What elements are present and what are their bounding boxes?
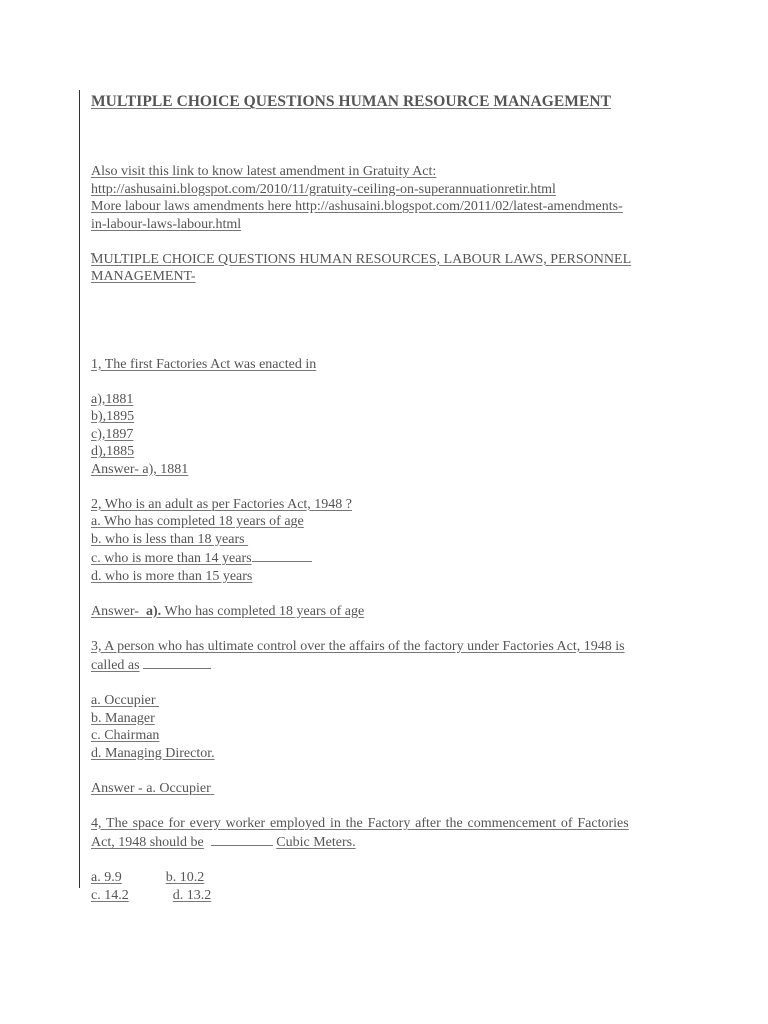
question-text-line-2: called as: [91, 658, 140, 673]
question-text-line-2a: Act, 1948 should be: [91, 835, 204, 850]
question-text-line-2b: Cubic Meters.: [276, 835, 356, 850]
options-row-2: [91, 887, 679, 905]
option-a: a. Who has completed 18 years of age: [91, 514, 304, 529]
question-text-line-1: 3, A person who has ultimate control over the affairs of the factory under Factories Act, 1948 is: [91, 638, 625, 654]
subtitle-line-1: MULTIPLE CHOICE QUESTIONS HUMAN RESOURCES, LABOUR LAWS, PERSONNEL: [91, 251, 632, 267]
question-blank: [211, 832, 273, 846]
options-row-1: [91, 869, 679, 887]
gratuity-link[interactable]: http://ashusaini.blogspot.com/2010/11/gratuity-ceiling-on-superannuationretir.html: [91, 181, 556, 197]
question-3: [91, 638, 679, 798]
left-margin-rule: [79, 90, 80, 888]
question-text: 2, Who is an adult as per Factories Act, 1948 ?: [91, 496, 353, 512]
intro-line-gratuity: Also visit this link to know latest amendment in Gratuity Act:: [91, 164, 437, 179]
question-blank: [143, 655, 211, 669]
option-d: d. Managing Director.: [91, 745, 215, 761]
option-d: d. who is more than 15 years: [91, 568, 253, 584]
labour-laws-link-tail[interactable]: in-labour-laws-labour.html: [91, 216, 242, 232]
intro-block: [91, 163, 679, 233]
option-d: d. 13.2: [172, 887, 212, 903]
question-1: [91, 356, 679, 479]
option-c: c. who is more than 14 years: [91, 551, 252, 566]
question-text: 1, The first Factories Act was enacted in: [91, 356, 317, 372]
question-2: [91, 496, 679, 621]
option-c: c. Chairman: [91, 728, 160, 743]
question-4: [91, 815, 679, 905]
intro-line-labour-laws[interactable]: More labour laws amendments here http://ashusaini.blogspot.com/2011/02/latest-amendments-: [91, 199, 623, 214]
option-a: a. 9.9: [91, 870, 122, 885]
option-c: c),1897: [91, 426, 134, 442]
question-text-line-1: 4, The space for every worker employed in the Factory after the commencement of Factories: [91, 815, 629, 831]
option-b: b. Manager: [91, 710, 155, 726]
answer-text: Answer- a), 1881: [91, 461, 189, 477]
subtitle-block: [91, 251, 679, 286]
document-title: MULTIPLE CHOICE QUESTIONS HUMAN RESOURCE MANAGEMENT: [91, 93, 611, 110]
option-b: b),1895: [91, 409, 135, 424]
option-d: d),1885: [91, 444, 135, 459]
answer-text: Answer - a. Occupier: [91, 780, 211, 796]
option-a: a. Occupier: [91, 693, 156, 708]
option-b: b. who is less than 18 years: [91, 531, 245, 547]
document-page: [91, 84, 679, 904]
option-a: a),1881: [91, 391, 134, 407]
answer-text: Answer- a). Who has completed 18 years of age: [91, 603, 365, 619]
option-c: c. 14.2: [91, 887, 129, 903]
subtitle-line-2: MANAGEMENT-: [91, 269, 196, 284]
option-c-blank: [252, 548, 312, 562]
option-b: b. 10.2: [165, 870, 205, 885]
